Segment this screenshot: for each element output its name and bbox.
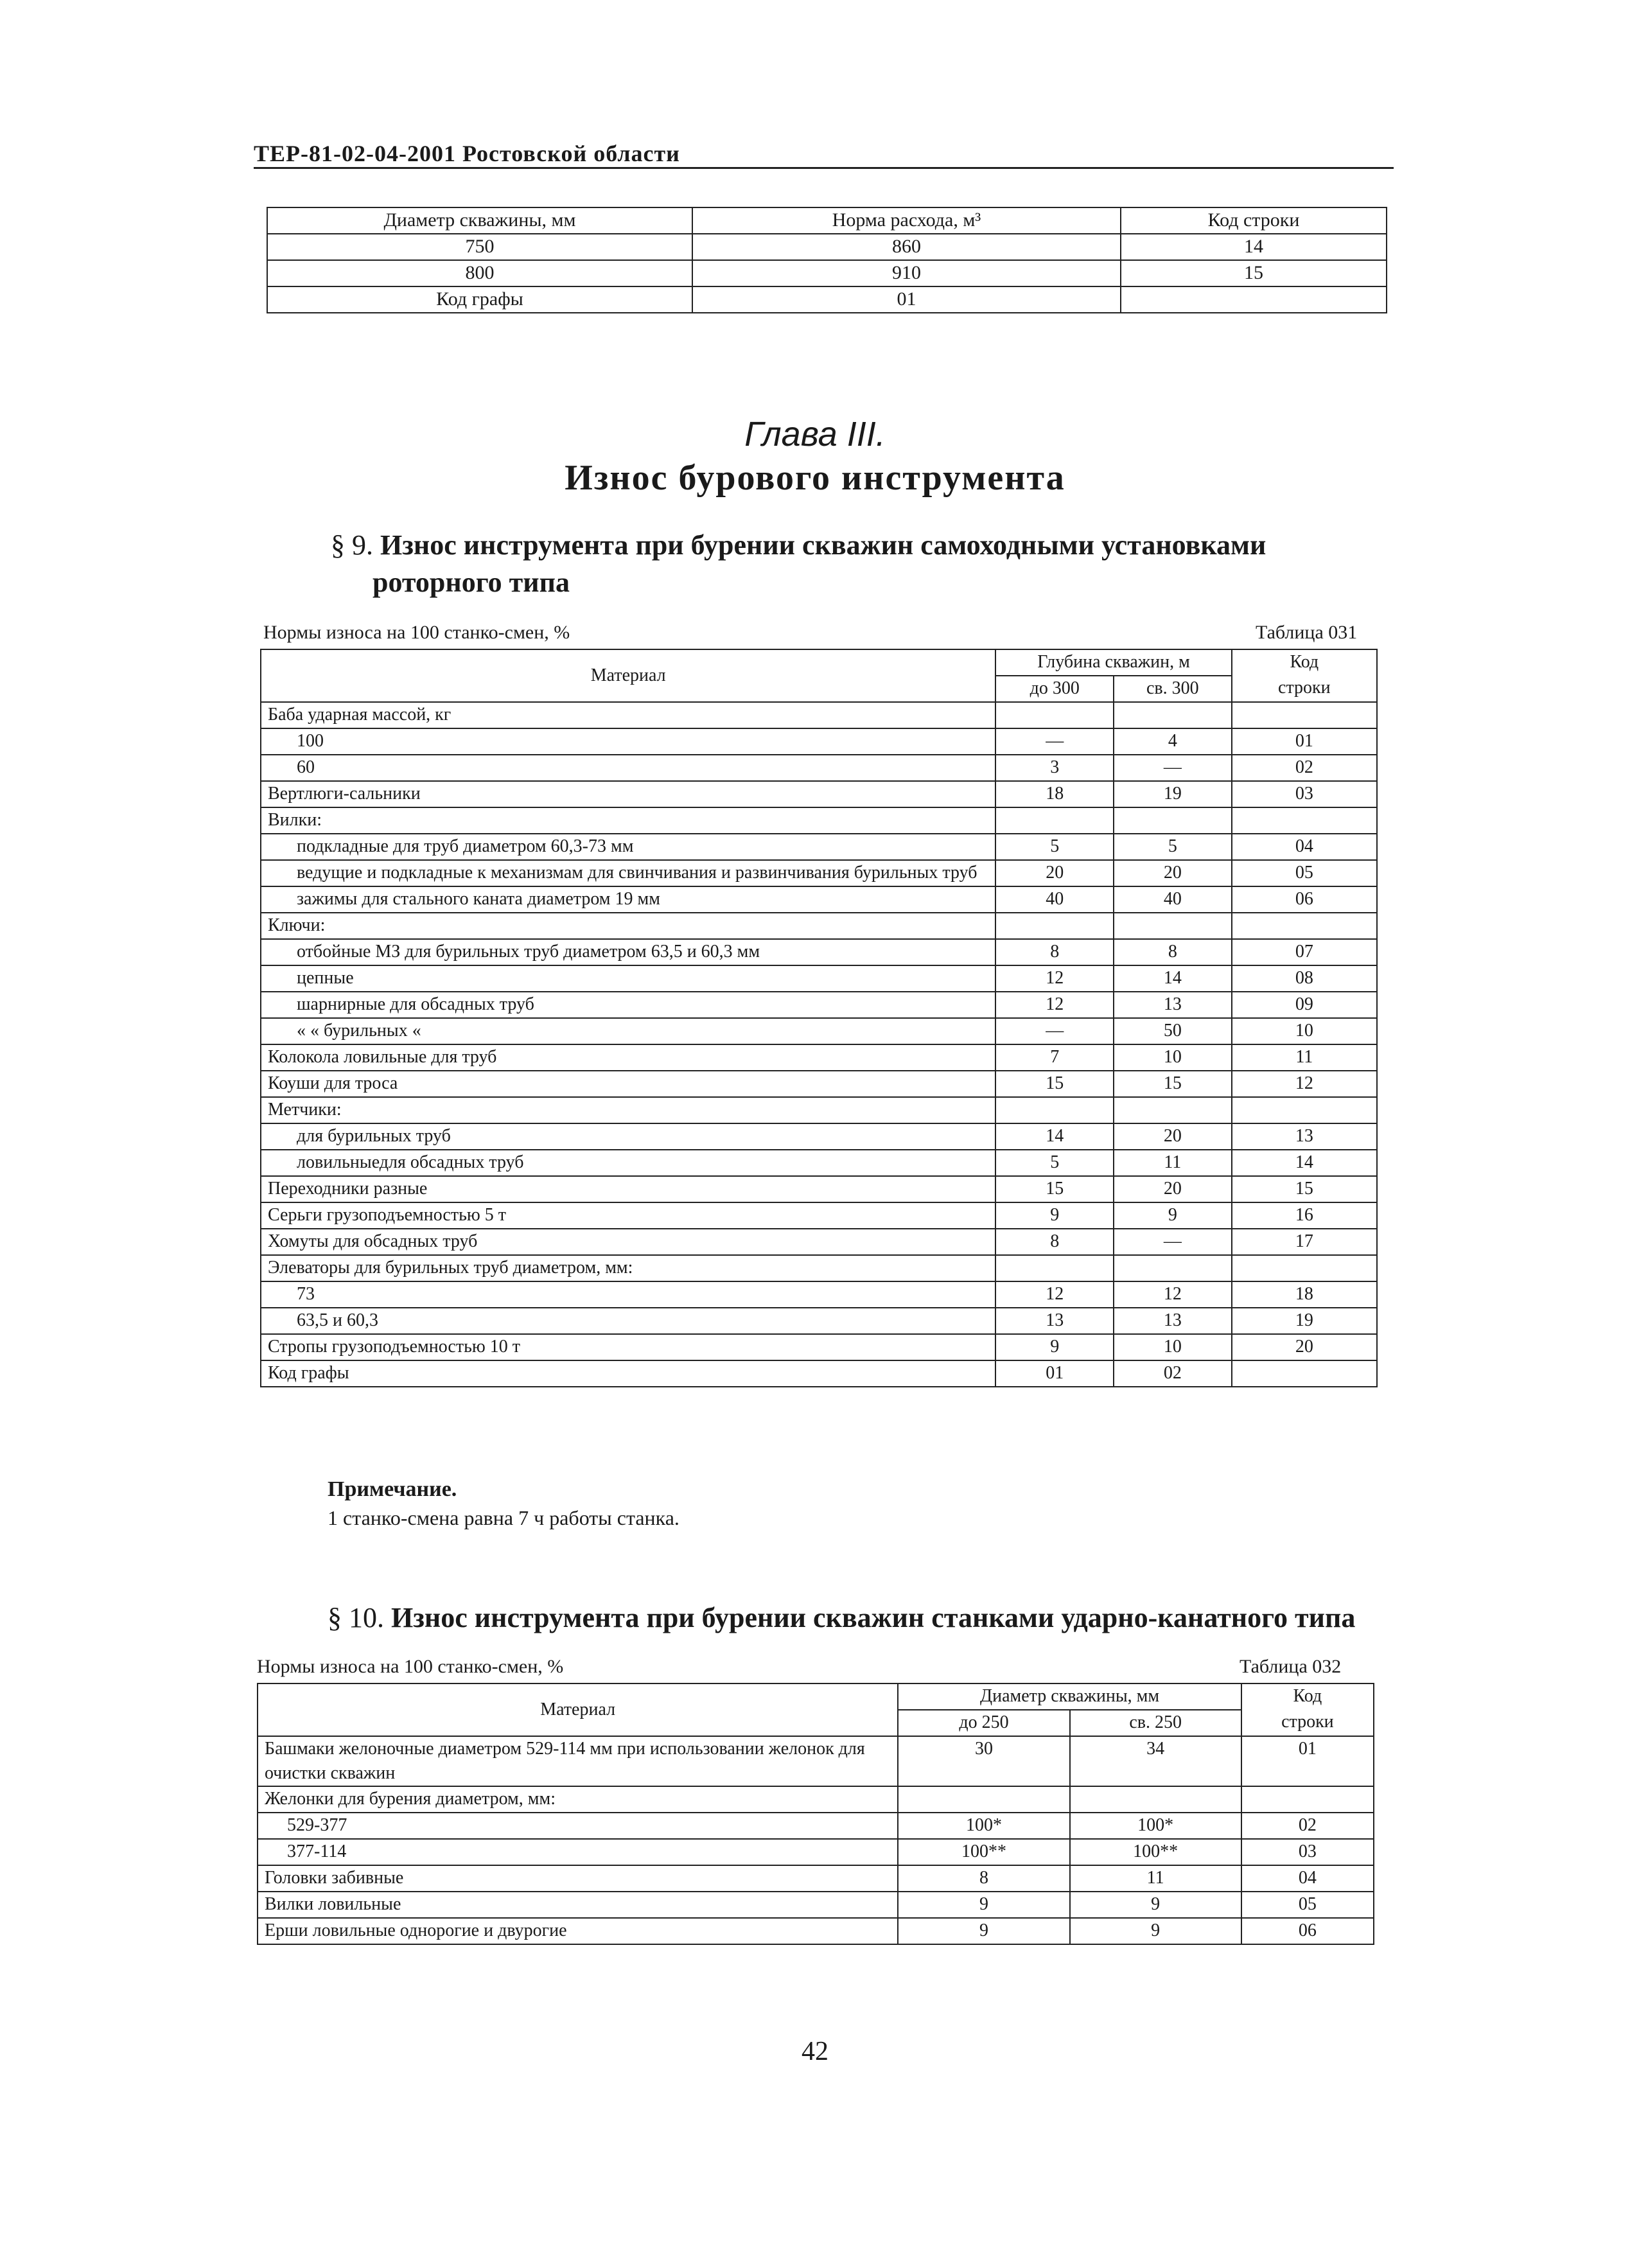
value-cell: — xyxy=(995,728,1114,755)
table-cell: 14 xyxy=(1121,234,1387,260)
code-cell: 03 xyxy=(1232,781,1377,807)
note-text: 1 станко-смена равна 7 ч работы станка. xyxy=(328,1506,679,1529)
table-cell: 910 xyxy=(692,260,1121,286)
value-cell xyxy=(1114,807,1232,834)
header-diameter-group: Диаметр скважины, мм xyxy=(898,1683,1241,1710)
material-cell: Метчики: xyxy=(261,1097,995,1123)
material-cell: цепные xyxy=(261,965,995,992)
value-cell xyxy=(995,1097,1114,1123)
value-cell: 9 xyxy=(995,1334,1114,1360)
value-cell: 9 xyxy=(898,1892,1069,1918)
table-row xyxy=(261,939,1377,965)
material-cell: зажимы для стального каната диаметром 19 мм xyxy=(261,886,995,913)
material-cell: для бурильных труб xyxy=(261,1123,995,1150)
code-cell xyxy=(1232,1360,1377,1387)
header-code-2: строки xyxy=(1232,676,1377,702)
table-031-caption: Нормы износа на 100 станко-смен, % xyxy=(263,622,570,643)
code-cell xyxy=(1232,702,1377,728)
table-cell xyxy=(1121,286,1387,313)
table-row xyxy=(261,834,1377,860)
value-cell: — xyxy=(1114,755,1232,781)
table-header-row xyxy=(258,1683,1374,1710)
table-cell: 860 xyxy=(692,234,1121,260)
material-cell: Вилки ловильные xyxy=(258,1892,898,1918)
material-cell: Желонки для бурения диаметром, мм: xyxy=(258,1786,898,1813)
header-code-1: Код xyxy=(1241,1683,1374,1710)
value-cell xyxy=(1114,1255,1232,1281)
value-cell: 9 xyxy=(1070,1918,1241,1944)
chapter-label: Глава III. xyxy=(744,415,886,453)
value-cell xyxy=(995,913,1114,939)
header-material: Материал xyxy=(261,649,995,702)
material-cell: Баба ударная массой, кг xyxy=(261,702,995,728)
table-row xyxy=(261,1150,1377,1176)
material-cell: Головки забивные xyxy=(258,1865,898,1892)
table-row xyxy=(261,1202,1377,1229)
table-cell: 750 xyxy=(267,234,692,260)
table-row xyxy=(261,1123,1377,1150)
value-cell: 19 xyxy=(1114,781,1232,807)
value-cell: 01 xyxy=(995,1360,1114,1387)
note-title: Примечание. xyxy=(328,1477,457,1501)
value-cell: 7 xyxy=(995,1044,1114,1071)
header-code-2: строки xyxy=(1241,1710,1374,1736)
code-cell: 01 xyxy=(1241,1736,1374,1786)
section-title-line2: роторного типа xyxy=(372,567,570,598)
material-cell: ловильныедля обсадных труб xyxy=(261,1150,995,1176)
value-cell: 100** xyxy=(898,1839,1069,1865)
diameter-norm-table xyxy=(267,207,1387,313)
value-cell: — xyxy=(1114,1229,1232,1255)
material-cell: Элеваторы для бурильных труб диаметром, мм: xyxy=(261,1255,995,1281)
value-cell: 02 xyxy=(1114,1360,1232,1387)
code-cell: 08 xyxy=(1232,965,1377,992)
value-cell: 5 xyxy=(1114,834,1232,860)
value-cell: 100** xyxy=(1070,1839,1241,1865)
value-cell: 9 xyxy=(898,1918,1069,1944)
code-cell: 10 xyxy=(1232,1018,1377,1044)
section-9-heading xyxy=(331,527,1397,601)
table-row xyxy=(261,755,1377,781)
header-depth-group: Глубина скважин, м xyxy=(995,649,1231,676)
value-cell: 11 xyxy=(1070,1865,1241,1892)
value-cell xyxy=(995,807,1114,834)
value-cell: 3 xyxy=(995,755,1114,781)
code-cell: 02 xyxy=(1232,755,1377,781)
value-cell xyxy=(1114,913,1232,939)
table-row xyxy=(261,1360,1377,1387)
material-cell: подкладные для труб диаметром 60,3-73 мм xyxy=(261,834,995,860)
code-cell xyxy=(1241,1786,1374,1813)
value-cell: 50 xyxy=(1114,1018,1232,1044)
material-cell: Переходники разные xyxy=(261,1176,995,1202)
header-cell: Код строки xyxy=(1121,207,1387,234)
section-number: § 10. xyxy=(328,1602,384,1633)
value-cell: 12 xyxy=(995,965,1114,992)
page-number: 42 xyxy=(802,2037,828,2066)
table-row xyxy=(261,860,1377,886)
section-title: Износ инструмента при бурении скважин станками ударно-канатного типа xyxy=(391,1602,1356,1633)
code-cell: 16 xyxy=(1232,1202,1377,1229)
table-row xyxy=(261,965,1377,992)
table-row xyxy=(261,1097,1377,1123)
code-cell: 13 xyxy=(1232,1123,1377,1150)
value-cell xyxy=(995,1255,1114,1281)
material-cell: Коуши для троса xyxy=(261,1071,995,1097)
value-cell: 40 xyxy=(1114,886,1232,913)
material-cell: 377-114 xyxy=(258,1839,898,1865)
value-cell: 12 xyxy=(995,1281,1114,1308)
value-cell xyxy=(1114,702,1232,728)
code-cell: 04 xyxy=(1232,834,1377,860)
table-cell: 15 xyxy=(1121,260,1387,286)
code-cell: 06 xyxy=(1241,1918,1374,1944)
table-row xyxy=(261,1071,1377,1097)
code-cell: 06 xyxy=(1232,886,1377,913)
table-header-row xyxy=(267,207,1387,234)
code-cell: 20 xyxy=(1232,1334,1377,1360)
value-cell: 15 xyxy=(1114,1071,1232,1097)
material-cell: 73 xyxy=(261,1281,995,1308)
table-row xyxy=(261,886,1377,913)
header-cell: Норма расхода, м³ xyxy=(692,207,1121,234)
material-cell: Стропы грузоподъемностью 10 т xyxy=(261,1334,995,1360)
table-row xyxy=(258,1918,1374,1944)
header-depth-b: св. 300 xyxy=(1114,676,1232,702)
table-row xyxy=(261,1334,1377,1360)
material-cell: 529-377 xyxy=(258,1813,898,1839)
material-cell: Вилки: xyxy=(261,807,995,834)
value-cell: 9 xyxy=(1114,1202,1232,1229)
material-cell: Башмаки желоночные диаметром 529-114 мм при использовании желонок для очистки скважин xyxy=(258,1736,898,1786)
value-cell: 9 xyxy=(1070,1892,1241,1918)
value-cell xyxy=(1114,1097,1232,1123)
code-cell: 04 xyxy=(1241,1865,1374,1892)
table-row xyxy=(258,1865,1374,1892)
header-cell: Диаметр скважины, мм xyxy=(267,207,692,234)
value-cell: 10 xyxy=(1114,1044,1232,1071)
table-032 xyxy=(257,1683,1374,1945)
value-cell: 11 xyxy=(1114,1150,1232,1176)
header-depth-a: до 300 xyxy=(995,676,1114,702)
value-cell: 20 xyxy=(1114,860,1232,886)
code-cell: 11 xyxy=(1232,1044,1377,1071)
value-cell: 5 xyxy=(995,1150,1114,1176)
material-cell: Ерши ловильные однорогие и двурогие xyxy=(258,1918,898,1944)
material-cell: отбойные МЗ для бурильных труб диаметром 63,5 и 60,3 мм xyxy=(261,939,995,965)
table-cell: 01 xyxy=(692,286,1121,313)
code-cell: 15 xyxy=(1232,1176,1377,1202)
material-cell: « « бурильных « xyxy=(261,1018,995,1044)
section-number: § 9. xyxy=(331,529,373,561)
material-cell: ведущие и подкладные к механизмам для свинчивания и развинчивания бурильных труб xyxy=(261,860,995,886)
value-cell: 4 xyxy=(1114,728,1232,755)
value-cell: 10 xyxy=(1114,1334,1232,1360)
material-cell: 63,5 и 60,3 xyxy=(261,1308,995,1334)
table-031 xyxy=(260,649,1378,1387)
code-cell xyxy=(1232,807,1377,834)
code-cell: 02 xyxy=(1241,1813,1374,1839)
value-cell: 8 xyxy=(898,1865,1069,1892)
material-cell: Код графы xyxy=(261,1360,995,1387)
code-cell: 14 xyxy=(1232,1150,1377,1176)
table-row xyxy=(261,1018,1377,1044)
table-row xyxy=(261,807,1377,834)
table-row xyxy=(267,234,1387,260)
value-cell: 8 xyxy=(995,1229,1114,1255)
chapter-title: Износ бурового инструмента xyxy=(565,458,1065,498)
material-cell: Ключи: xyxy=(261,913,995,939)
table-row xyxy=(261,702,1377,728)
table-row xyxy=(258,1786,1374,1813)
table-row xyxy=(258,1839,1374,1865)
table-header-row xyxy=(261,649,1377,676)
value-cell: — xyxy=(995,1018,1114,1044)
value-cell: 9 xyxy=(995,1202,1114,1229)
table-031-number: Таблица 031 xyxy=(1256,622,1358,643)
value-cell: 40 xyxy=(995,886,1114,913)
value-cell: 12 xyxy=(1114,1281,1232,1308)
header-material: Материал xyxy=(258,1683,898,1736)
table-row xyxy=(261,1044,1377,1071)
table-row xyxy=(261,1229,1377,1255)
material-cell: Хомуты для обсадных труб xyxy=(261,1229,995,1255)
value-cell: 12 xyxy=(995,992,1114,1018)
value-cell: 30 xyxy=(898,1736,1069,1786)
table-footer-row xyxy=(267,286,1387,313)
value-cell: 5 xyxy=(995,834,1114,860)
material-cell: 60 xyxy=(261,755,995,781)
value-cell xyxy=(995,702,1114,728)
table-row xyxy=(261,1255,1377,1281)
value-cell: 15 xyxy=(995,1071,1114,1097)
section-10-heading xyxy=(328,1599,1394,1637)
table-row xyxy=(261,913,1377,939)
material-cell: Колокола ловильные для труб xyxy=(261,1044,995,1071)
code-cell: 09 xyxy=(1232,992,1377,1018)
table-cell: 800 xyxy=(267,260,692,286)
code-cell: 07 xyxy=(1232,939,1377,965)
value-cell: 15 xyxy=(995,1176,1114,1202)
value-cell: 20 xyxy=(1114,1123,1232,1150)
value-cell: 20 xyxy=(1114,1176,1232,1202)
material-cell: Серьги грузоподъемностью 5 т xyxy=(261,1202,995,1229)
code-cell: 03 xyxy=(1241,1839,1374,1865)
code-cell: 01 xyxy=(1232,728,1377,755)
value-cell: 14 xyxy=(995,1123,1114,1150)
value-cell: 100* xyxy=(898,1813,1069,1839)
value-cell xyxy=(898,1786,1069,1813)
code-cell xyxy=(1232,1255,1377,1281)
value-cell: 14 xyxy=(1114,965,1232,992)
table-032-caption: Нормы износа на 100 станко-смен, % xyxy=(257,1656,564,1677)
value-cell: 13 xyxy=(1114,1308,1232,1334)
value-cell: 100* xyxy=(1070,1813,1241,1839)
value-cell: 8 xyxy=(1114,939,1232,965)
table-row xyxy=(261,992,1377,1018)
table-row xyxy=(267,260,1387,286)
table-row xyxy=(258,1736,1374,1786)
code-cell xyxy=(1232,1097,1377,1123)
material-cell: Вертлюги-сальники xyxy=(261,781,995,807)
table-row xyxy=(261,1281,1377,1308)
code-cell: 05 xyxy=(1241,1892,1374,1918)
value-cell: 34 xyxy=(1070,1736,1241,1786)
table-row xyxy=(261,1176,1377,1202)
value-cell xyxy=(1070,1786,1241,1813)
code-cell: 12 xyxy=(1232,1071,1377,1097)
code-cell: 05 xyxy=(1232,860,1377,886)
value-cell: 18 xyxy=(995,781,1114,807)
table-row xyxy=(261,728,1377,755)
page-header: ТЕР-81-02-04-2001 Ростовской области xyxy=(254,140,1394,169)
material-cell: шарнирные для обсадных труб xyxy=(261,992,995,1018)
table-032-number: Таблица 032 xyxy=(1240,1656,1342,1677)
table-row xyxy=(261,781,1377,807)
table-row xyxy=(258,1892,1374,1918)
table-cell: Код графы xyxy=(267,286,692,313)
section-title-line1: Износ инструмента при бурении скважин самоходными установками xyxy=(380,529,1266,561)
value-cell: 13 xyxy=(1114,992,1232,1018)
header-diameter-b: св. 250 xyxy=(1070,1710,1241,1736)
value-cell: 20 xyxy=(995,860,1114,886)
code-cell: 17 xyxy=(1232,1229,1377,1255)
material-cell: 100 xyxy=(261,728,995,755)
code-cell: 19 xyxy=(1232,1308,1377,1334)
header-diameter-a: до 250 xyxy=(898,1710,1069,1736)
value-cell: 13 xyxy=(995,1308,1114,1334)
value-cell: 8 xyxy=(995,939,1114,965)
table-row xyxy=(258,1813,1374,1839)
code-cell xyxy=(1232,913,1377,939)
table-row xyxy=(261,1308,1377,1334)
header-code-1: Код xyxy=(1232,649,1377,676)
code-cell: 18 xyxy=(1232,1281,1377,1308)
